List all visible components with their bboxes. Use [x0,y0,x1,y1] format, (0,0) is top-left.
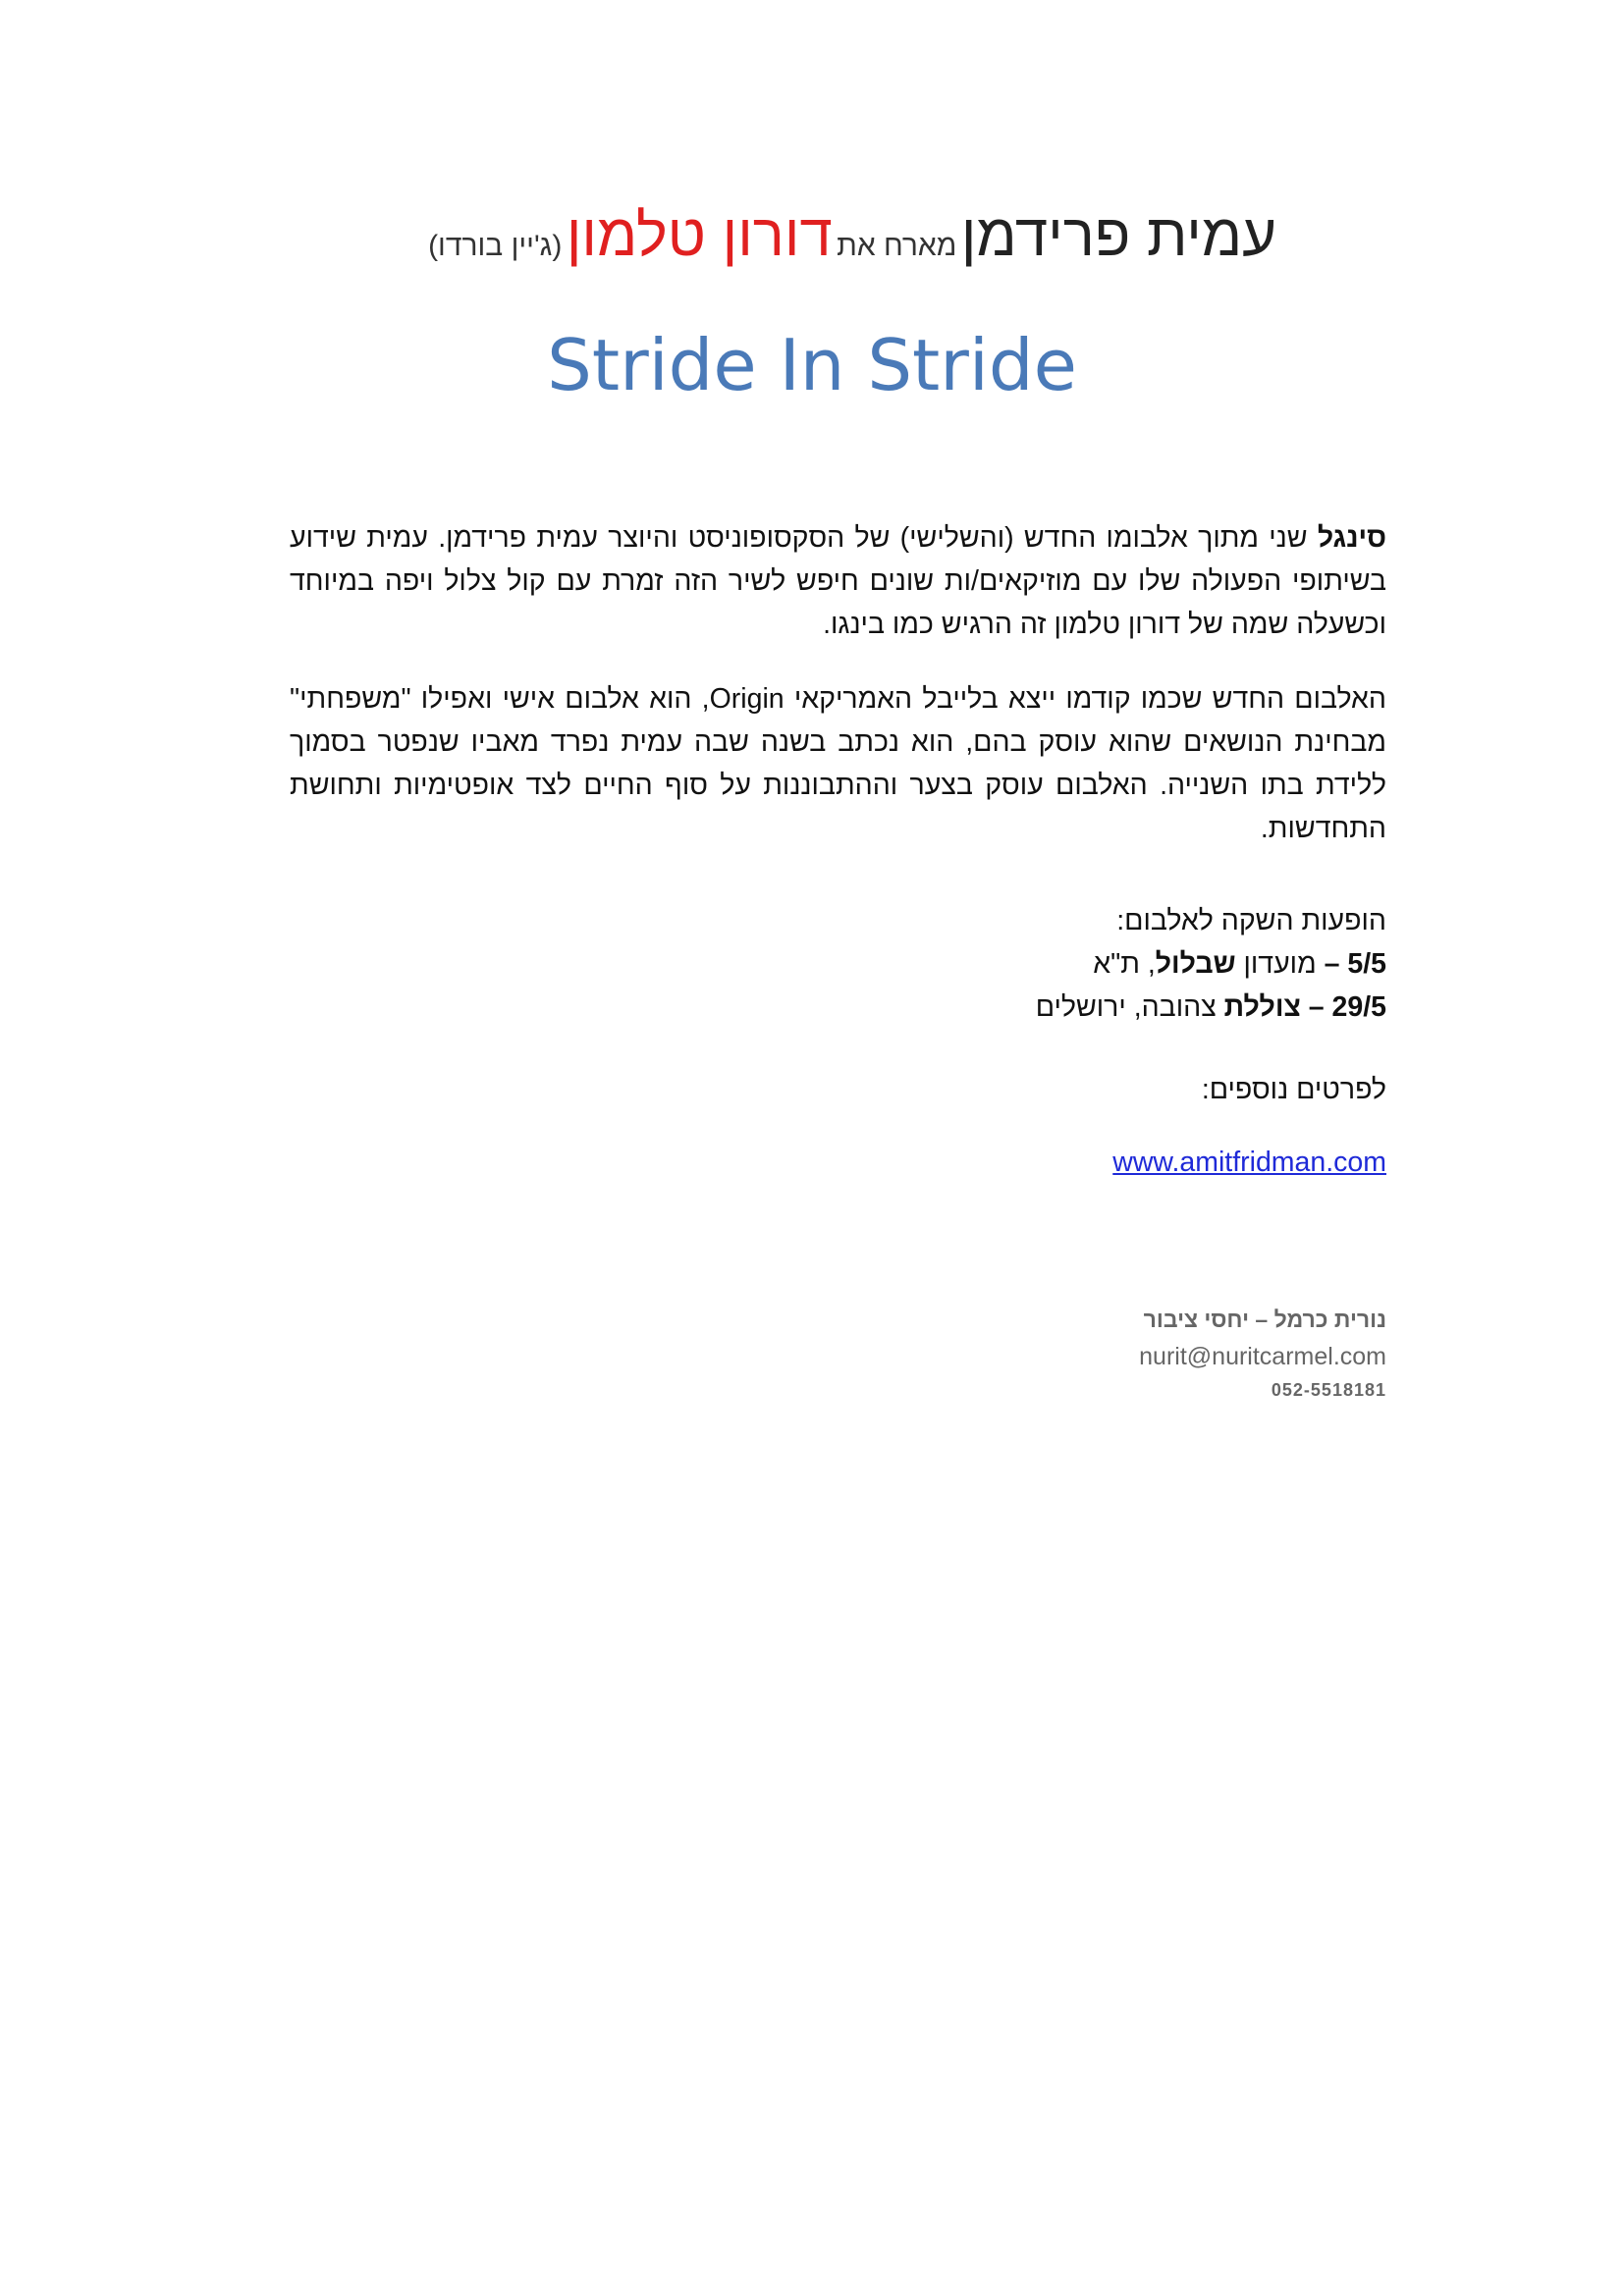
show-dash: – [1308,991,1325,1023]
paragraph-single [290,516,1386,646]
show-date: 29/5 [1331,991,1386,1023]
shows-heading: הופעות השקה לאלבום: [1116,905,1386,936]
show-city: , ת"א [1093,948,1156,980]
show-dash: – [1324,948,1340,980]
contact-phone: 052-5518181 [1271,1380,1386,1400]
contact-email[interactable]: nurit@nuritcarmel.com [1139,1343,1386,1370]
show-venue: שבלול [1155,948,1236,980]
pr-contact [884,1301,1386,1405]
paragraph-album: האלבום החדש שכמו קודמו ייצא בלייבל האמריקאי Origin, הוא אלבום אישי ואפילו "משפחתי" מבחינת הנושאים שהוא עוסק בהם, הוא נכתב בשנה שבה עמית נפרד מאביו שנפטר בסמוך ללידת בתו השנייה. האלבום עוסק בצער וההתבוננות על סוף החיים לצד אופטימיות ותחושת התחדשות. [290,683,1386,844]
show-pre: מועדון [1243,948,1317,980]
launch-shows [884,899,1386,1029]
song-title: Stride In Stride [547,324,1077,406]
more-info-label: לפרטים נוספים: [1201,1074,1386,1105]
website-link[interactable]: www.amitfridman.com [1112,1147,1386,1178]
guest-name: דורון טלמון [566,202,833,268]
show-item [884,986,1386,1029]
show-date: 5/5 [1347,948,1386,980]
guest-band: (ג'יין בורדו) [428,230,563,262]
show-item [884,942,1386,986]
show-venue: צוללת [1223,991,1301,1023]
headline [295,201,1276,269]
single-text: שני מתוך אלבומו החדש (והשלישי) של הסקסופוניסט והיוצר עמית פרידמן. עמית שידוע בשיתופי הפעולה שלו עם מוזיקאים/ות שונים חיפש לשיר הזה זמרת עם קול צלול ויפה במיוחד וכשעלה שמה של דורון טלמון זה הרגיש כמו בינגו. [290,522,1386,640]
hosts-text: מארח את [837,230,957,262]
contact-name: נורית כרמל – יחסי ציבור [1143,1307,1386,1332]
artist-name: עמית פרידמן [960,202,1276,268]
show-rest: צהובה, ירושלים [1035,991,1217,1023]
single-lead: סינגל [1317,522,1386,554]
